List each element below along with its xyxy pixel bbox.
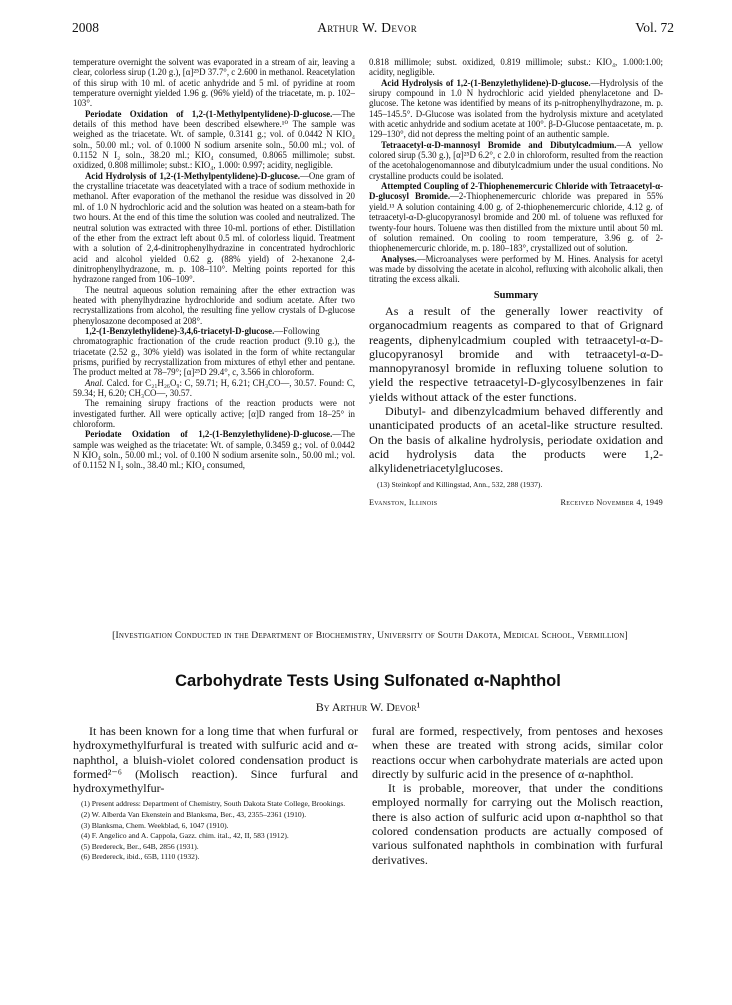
summary-paragraph: As a result of the generally lower reactivity of organocadmium reagents as compared to that of Grignard reagents, diphenylcadmium coupled with tetraacetyl-α-D-glucopyranosyl bromide and with tetraacetyl-α-D-mannopyranosyl bromide in refluxing toluene solution to yield the respective tetraacetyl-D-glycosylbenzenes in fair yields without attack of the ester functions.: [369, 303, 663, 404]
summary-body: [369, 304, 663, 476]
footnote: (5) Bredereck, Ber., 64B, 2856 (1931).: [81, 841, 199, 851]
paragraph: 0.818 millimole; subst. oxidized, 0.819 millimole; subst.: KIO₄, 1.000:1.00; acidity, negligible.: [369, 57, 663, 78]
paragraph: Analyses.—Microanalyses were performed by M. Hines. Analysis for acetyl was made by dissolving the acetate in alcohol, refluxing with alcoholic alkali, then titrating the excess alkali.: [369, 253, 663, 285]
paragraph: Periodate Oxidation of 1,2-(1-Methylpentylidene)-D-glucose.—The details of this method have been described elsewhere.¹⁰ The sample was weighed as the triacetate. Wt. of sample, 0.3141 g.; vol. of 0.0442 N KIO₄ soln., 50.00 ml.; vol. of 0.1000 N sodium arsenite soln., 50.00 ml.; vol. of 0.1152 N I₂ soln., 38.20 ml.; KIO₄ consumed, 0.8065 millimole; subst. oxidized, 0.808 millimole; subst.: KIO₄, 1.000: 0.997; acidity, negligible.: [73, 108, 355, 171]
paragraph: Tetraacetyl-α-D-mannosyl Bromide and Dibutylcadmium.—A yellow colored sirup (5.30 g.), [α]²⁵D 6.2°, c 2.0 in chloroform, resulted from the reaction of the acetohalogenomannose and dibutylcadmium under the usual conditions. No crystalline products could be isolated.: [369, 139, 663, 181]
paragraph: 1,2-(1-Benzylethylidene)-3,4,6-triacetyl-D-glucose.—Following chromatographic fractionation of the crude reaction product (9.10 g.), the triacetate (2.52 g., 30% yield) was isolated in the form of white rectangular prisms, purified by recrystallization from mixtures of ethyl ether and pentane. The product melted at 78–79°; [α]²⁵D 29.4°, c, 3.566 in chloroform.: [73, 325, 355, 378]
analysis-paragraph: Anal. Calcd. for C₂₁H₂₆O₉: C, 59.71; H, 6.21; CH₃CO—, 30.57. Found: C, 59.34; H, 6.20; CH₃CO—, 30.57.: [73, 377, 355, 398]
paragraph: Periodate Oxidation of 1,2-(1-Benzylethylidene)-D-glucose.—The sample was weighed as the triacetate: Wt. of sample, 0.3459 g.; vol. of 0.0442 N KIO₄ soln., 50.00 ml.; vol. of 0.100 N sodium arsenite soln., 50.00 ml.; vol. of 0.1152 N I₂ soln., 38.40 ml.; KIO₄ consumed,: [73, 429, 355, 471]
section-heading: Analyses.: [381, 253, 417, 264]
received-date: Received November 4, 1949: [560, 498, 663, 508]
experimental-right-column: [369, 57, 663, 508]
footnote: (4) F. Angelico and A. Cappola, Gazz. chim. ital., 42, II, 583 (1912).: [81, 831, 289, 841]
institution-note: [Investigation Conducted in the Department of Biochemistry, University of South Dakota, Medical School, Vermillion]: [112, 630, 628, 641]
section-heading: Tetraacetyl-α-D-mannosyl Bromide and Dibutylcadmium.: [381, 139, 617, 150]
volume-label: Vol. 72: [635, 20, 674, 35]
analysis-label: Anal.: [85, 377, 104, 388]
address-city: Evanston, Illinois: [369, 498, 438, 508]
article-byline: By Arthur W. Devor¹: [315, 700, 421, 714]
summary-paragraph: Dibutyl- and dibenzylcadmium behaved differently and unanticipated products of an acetal-like structure resulted. On the basis of alkaline hydrolysis, periodate oxidation and acid hydrolysis data the products were 1,2-alkylidenetriacetylglucoses.: [369, 403, 663, 476]
section-heading: Periodate Oxidation of 1,2-(1-Methylpentylidene)-D-glucose.: [85, 108, 333, 119]
footnote: (2) W. Alberda Van Ekenstein and Blanksma, Ber., 43, 2355–2361 (1910).: [81, 810, 307, 820]
section-heading: Acid Hydrolysis of 1,2-(1-Benzylethylidene)-D-glucose.: [381, 77, 591, 88]
paragraph: The remaining sirupy fractions of the reaction products were not investigated further. All were optically active; [α]D ranged from 18–25° in chloroform.: [73, 398, 355, 430]
paragraph: Acid Hydrolysis of 1,2-(1-Benzylethylidene)-D-glucose.—Hydrolysis of the sirupy compound in 1.0 N hydrochloric acid yielded phenylacetone and D-glucose. The ketone was identified by means of its p-nitrophenylhydrazone, m. p. 145–145.5°. D-Glucose was isolated from the hydrolysis mixture and acetylated with acetic anhydride and sodium acetate at 100°. β-D-Glucose pentaacetate, m. p. 129–130°, did not depress the melting point of an authentic sample.: [369, 77, 663, 140]
footnote: (13) Steinkopf and Killingstad, Ann., 532, 288 (1937).: [377, 480, 543, 490]
section-heading: 1,2-(1-Benzylethylidene)-3,4,6-triacetyl-D-glucose.: [85, 325, 275, 336]
footnote: (3) Blanksma, Chem. Weekblad, 6, 1047 (1910).: [81, 820, 229, 830]
footnote: (1) Present address: Department of Chemistry, South Dakota State College, Brookings.: [81, 799, 346, 809]
footnote: (6) Bredereck, ibid., 65B, 1110 (1932).: [81, 852, 200, 862]
article-title: Carbohydrate Tests Using Sulfonated α-Naphthol: [175, 672, 561, 690]
paragraph: Attempted Coupling of 2-Thiophenemercuric Chloride with Tetraacetyl-α-D-glucosyl Bromide.—2-Thiophenemercuric chloride was prepared in 55% yield.¹³ A solution containing 4.00 g. of 2-thiophenemercuric chloride, 4.12 g. of tetraacetyl-α-D-glucopyranosyl bromide and 200 ml. of toluene was refluxed for twenty-four hours. Toluene was then distilled from the mixture until about 50 ml. of solution remained. On cooling to room temperature, 3.96 g. of 2-thiophenemercuric chloride, m. p. 180–183°, crystallized out of solution.: [369, 181, 663, 254]
article-left-column: [73, 724, 358, 863]
paragraph: The neutral aqueous solution remaining after the ether extraction was heated with phenylhydrazine hydrochloride and sodium acetate. After two recrystallizations from alcohol, the resulting fine yellow crystals of D-glucose phenylosazone decomposed at 208°.: [73, 284, 355, 326]
article-body: [73, 724, 358, 795]
section-heading: Acid Hydrolysis of 1,2-(1-Methylpentylidene)-D-glucose.: [85, 170, 300, 181]
paragraph: fural are formed, respectively, from pentoses and hexoses when these are treated with strong acids, similar color reactions occur when carbohydrate materials are acted upon directly by sulfuric acid in the presence of α-naphthol.: [372, 724, 663, 781]
paragraph: Acid Hydrolysis of 1,2-(1-Methylpentylidene)-D-glucose.—One gram of the crystalline triacetate was deacetylated with a trace of sodium methoxide in methanol. After evaporation of the methanol the residue was dissolved in 20 ml. of 1.0 N hydrochloric acid and the solution was heated on a steam-bath for two hours. At the end of this time the solution was cooled and neutralized. The neutral solution was extracted with three 10-ml. portions of ether. Distillation of the ether from the extract left about 0.5 ml. of colorless liquid. Treatment with a solution of 2,4-dinitrophenylhydrazine in concentrated hydrochloric acid and alcohol yielded 0.62 g. (88% yield) of 2-hexanone 2,4-dinitrophenylhydrazone, m. p. 108–110°. Melting points reported for this hydrazone ranged from 106–109°.: [73, 170, 355, 285]
running-header: [72, 20, 674, 38]
paragraph: It has been known for a long time that when furfural or hydroxymethylfurfural is treated with sulfuric acid and α-naphthol, a bluish-violet colored condensation product is formed²⁻⁶ (Molisch reaction). Since furfural and hydroxymethylfur-: [73, 724, 358, 796]
article-right-column: [372, 724, 663, 867]
paragraph: It is probable, moreover, that under the conditions employed normally for carrying out the Molisch reaction, there is also action of sulfuric acid upon α-naphthol so that colored condensation products are actually composed of various sulfonated naphthols in combination with furfural derivatives.: [372, 781, 663, 867]
page-number: 2008: [72, 20, 99, 35]
section-heading: Attempted Coupling of 2-Thiophenemercuric Chloride with Tetraacetyl-α-D-glucosyl Bromide.: [369, 181, 663, 202]
paragraph: temperature overnight the solvent was evaporated in a stream of air, leaving a clear, colorless sirup (1.20 g.), [α]²⁵D 37.7°, c 2.600 in methanol. Reacetylation of this sirup with 10 ml. of acetic anhydride and 5 ml. of pyridine at room temperature overnight yielded 1.96 g. (96% yield) of the triacetate, m. p. 102–103°.: [73, 57, 355, 109]
summary-heading: Summary: [493, 289, 539, 301]
running-title: Arthur W. Devor: [317, 20, 418, 35]
author-address: [369, 498, 663, 508]
experimental-left-column: [73, 57, 355, 471]
footnotes: [73, 799, 358, 862]
section-heading: Periodate Oxidation of 1,2-(1-Benzylethylidene)-D-glucose.: [85, 429, 333, 440]
